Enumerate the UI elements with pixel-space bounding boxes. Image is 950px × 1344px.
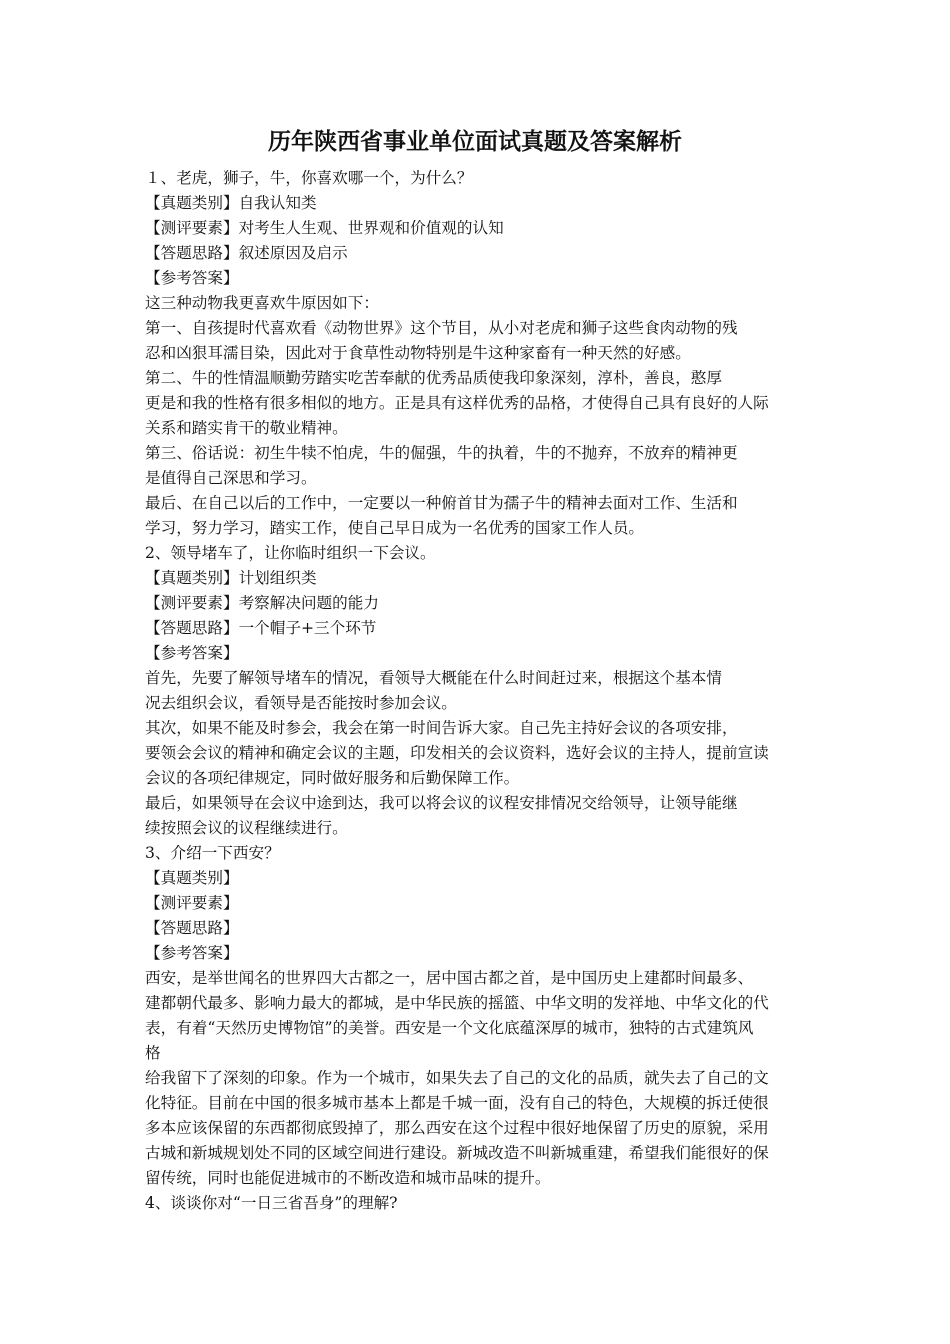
text-line: 表，有着“天然历史博物馆”的美誉。西安是一个文化底蕴深厚的城市，独特的古式建筑风 (145, 1019, 754, 1037)
text-line: 给我留下了深刻的印象。作为一个城市，如果失去了自己的文化的品质，就失去了自己的文 (145, 1069, 769, 1087)
text-line: 格 (145, 1044, 161, 1062)
text-line: 【测评要素】考察解决问题的能力 (145, 594, 379, 612)
text-line: 建都朝代最多、影响力最大的都城，是中华民族的摇篮、中华文明的发祥地、中华文化的代 (145, 994, 769, 1012)
text-line: 2、领导堵车了，让你临时组织一下会议。 (145, 544, 436, 562)
text-line: 留传统，同时也能促进城市的不断改造和城市品味的提升。 (145, 1169, 551, 1187)
text-line: 【答题思路】一个帽子+三个环节 (145, 619, 377, 637)
text-line: 化特征。目前在中国的很多城市基本上都是千城一面，没有自己的特色，大规模的拆迁使很 (145, 1094, 769, 1112)
document-body (145, 166, 845, 1216)
text-line: 其次，如果不能及时参会，我会在第一时间告诉大家。自己先主持好会议的各项安排， (145, 719, 738, 737)
text-line: 3、介绍一下西安？ (145, 844, 280, 862)
text-line: 【参考答案】 (145, 269, 239, 287)
text-line: 【参考答案】 (145, 944, 239, 962)
text-line: 会议的各项纪律规定，同时做好服务和后勤保障工作。 (145, 769, 520, 787)
text-line: 古城和新城规划处不同的区域空间进行建设。新城改造不叫新城重建，希望我们能很好的保 (145, 1144, 769, 1162)
text-line: 要领会会议的精神和确定会议的主题，印发相关的会议资料，选好会议的主持人，提前宣读 (145, 744, 769, 762)
text-line: 【测评要素】 (145, 894, 239, 912)
text-line: 这三种动物我更喜欢牛原因如下： (145, 294, 379, 312)
text-line: 第三、俗话说：初生牛犊不怕虎，牛的倔强，牛的执着，牛的不抛弃，不放弃的精神更 (145, 444, 738, 462)
text-line: 首先，先要了解领导堵车的情况，看领导大概能在什么时间赶过来，根据这个基本情 (145, 669, 722, 687)
text-line: 【测评要素】对考生人生观、世界观和价值观的认知 (145, 219, 504, 237)
text-line: 学习，努力学习，踏实工作，使自己早日成为一名优秀的国家工作人员。 (145, 519, 645, 537)
text-line: 第一、自孩提时代喜欢看《动物世界》这个节目，从小对老虎和狮子这些食肉动物的残 (145, 319, 738, 337)
text-line: 4、谈谈你对“一日三省吾身”的理解? (145, 1194, 398, 1212)
text-line: 最后，如果领导在会议中途到达，我可以将会议的议程安排情况交给领导，让领导能继 (145, 794, 738, 812)
text-line: 最后、在自己以后的工作中，一定要以一种俯首甘为孺子牛的精神去面对工作、生活和 (145, 494, 738, 512)
text-line: 关系和踏实肯干的敬业精神。 (145, 419, 348, 437)
text-line: 是值得自己深思和学习。 (145, 469, 317, 487)
text-line: １、老虎，狮子，牛，你喜欢哪一个，为什么？ (145, 169, 473, 187)
text-line: 续按照会议的议程继续进行。 (145, 819, 348, 837)
text-line: 【答题思路】 (145, 919, 239, 937)
text-line: 【真题类别】 (145, 869, 239, 887)
text-line: 【真题类别】自我认知类 (145, 194, 317, 212)
text-line: 【参考答案】 (145, 644, 239, 662)
text-line: 多本应该保留的东西都彻底毁掉了，那么西安在这个过程中很好地保留了历史的原貌，采用 (145, 1119, 769, 1137)
text-line: 【真题类别】计划组织类 (145, 569, 317, 587)
text-line: 更是和我的性格有很多相似的地方。正是具有这样优秀的品格，才使得自己具有良好的人际 (145, 394, 769, 412)
page-title: 历年陕西省事业单位面试真题及答案解析 (268, 128, 682, 155)
text-line: 第二、牛的性情温顺勤劳踏实吃苦奉献的优秀品质使我印象深刻，淳朴，善良，憨厚 (145, 369, 722, 387)
text-line: 忍和凶狠耳濡目染，因此对于食草性动物特别是牛这种家畜有一种天然的好感。 (145, 344, 691, 362)
text-line: 【答题思路】叙述原因及启示 (145, 244, 348, 262)
text-line: 西安，是举世闻名的世界四大古都之一，居中国古都之首，是中国历史上建都时间最多、 (145, 969, 754, 987)
text-line: 况去组织会议，看领导是否能按时参加会议。 (145, 694, 457, 712)
